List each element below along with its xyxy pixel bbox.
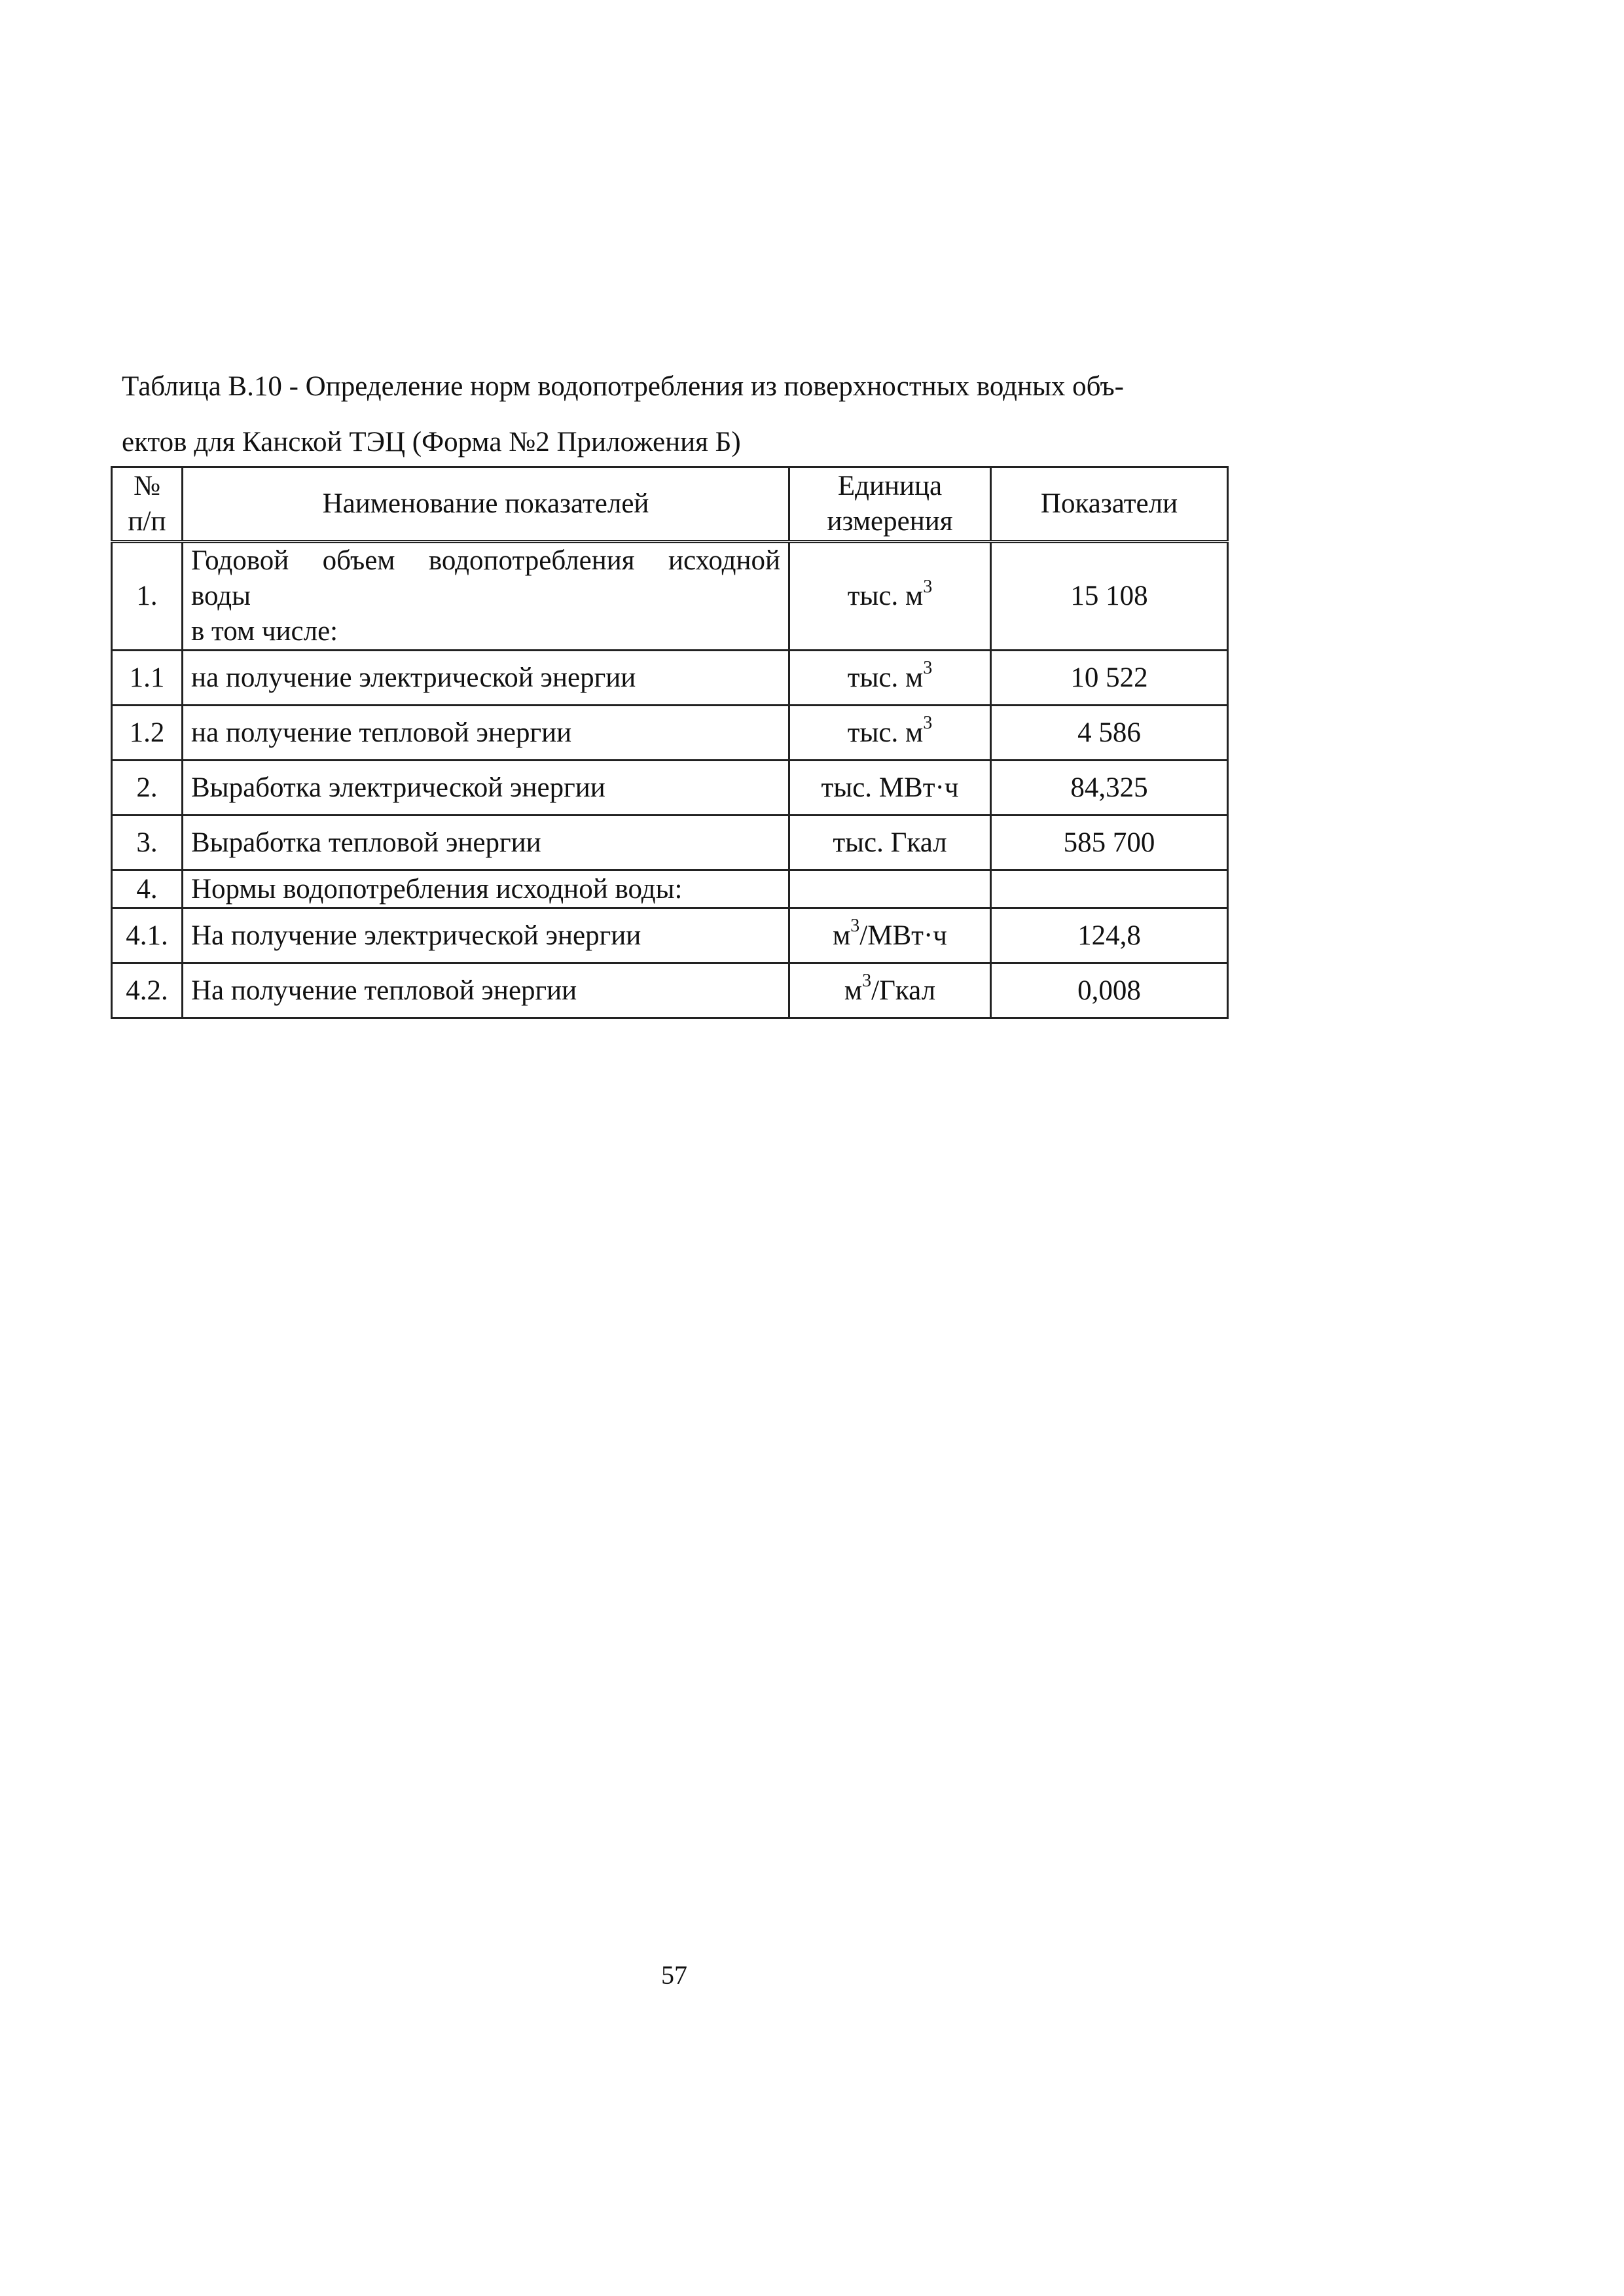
row-name: На получение тепловой энергии — [183, 963, 789, 1018]
header-value: Показатели — [991, 467, 1228, 542]
row-name: на получение тепловой энергии — [183, 706, 789, 761]
table-row — [112, 963, 1228, 1018]
table-header-row — [112, 467, 1228, 542]
row-number: 1.1 — [112, 651, 183, 706]
row-number: 4.2. — [112, 963, 183, 1018]
row-value: 4 586 — [991, 706, 1228, 761]
row-number: 1. — [112, 542, 183, 651]
unit-superscript: 3 — [923, 658, 933, 679]
unit-base: тыс. м — [847, 581, 924, 611]
row-name-line-1: Годовой объем водопотребления исходной — [191, 545, 780, 576]
row-unit: тыс. МВт·ч — [789, 761, 991, 816]
row-value: 15 108 — [991, 542, 1228, 651]
row-unit: тыс. Гкал — [789, 816, 991, 870]
row-name: Выработка электрической энергии — [183, 761, 789, 816]
header-name: Наименование показателей — [183, 467, 789, 542]
row-number: 3. — [112, 816, 183, 870]
header-number — [112, 467, 183, 542]
row-number: 2. — [112, 761, 183, 816]
row-value — [991, 870, 1228, 908]
row-value: 84,325 — [991, 761, 1228, 816]
table-caption — [122, 359, 1228, 470]
header-number-line-1: № — [133, 471, 161, 501]
row-unit — [789, 706, 991, 761]
row-name: Выработка тепловой энергии — [183, 816, 789, 870]
unit-base: тыс. м — [847, 717, 924, 748]
unit-superscript: 3 — [923, 713, 933, 734]
row-value: 124,8 — [991, 908, 1228, 963]
water-consumption-table — [111, 466, 1229, 1019]
table-row — [112, 761, 1228, 816]
header-unit — [789, 467, 991, 542]
unit-superscript: 3 — [850, 916, 860, 937]
unit-superscript: 3 — [923, 576, 933, 597]
row-name: на получение электрической энергии — [183, 651, 789, 706]
unit-base: тыс. м — [847, 662, 924, 693]
row-number: 4. — [112, 870, 183, 908]
table-row — [112, 870, 1228, 908]
table-row — [112, 542, 1228, 651]
unit-tail: /МВт·ч — [859, 920, 947, 951]
row-unit — [789, 651, 991, 706]
table-row — [112, 816, 1228, 870]
header-unit-line-2: измерения — [827, 506, 953, 537]
unit-superscript: 3 — [862, 971, 872, 992]
row-unit — [789, 870, 991, 908]
row-unit — [789, 542, 991, 651]
row-unit — [789, 908, 991, 963]
header-unit-line-1: Единица — [837, 471, 943, 501]
row-value: 585 700 — [991, 816, 1228, 870]
table-caption-line-2: ектов для Канской ТЭЦ (Форма №2 Приложения Б) — [122, 427, 741, 457]
table-caption-line-1: Таблица В.10 - Определение норм водопотребления из поверхностных водных объ- — [122, 371, 1124, 402]
unit-base: м — [844, 975, 863, 1006]
row-value: 10 522 — [991, 651, 1228, 706]
row-name: На получение электрической энергии — [183, 908, 789, 963]
table-row — [112, 651, 1228, 706]
row-number: 4.1. — [112, 908, 183, 963]
row-name: Нормы водопотребления исходной воды: — [183, 870, 789, 908]
page-number: 57 — [661, 1960, 687, 1990]
unit-base: м — [833, 920, 851, 951]
unit-tail: /Гкал — [871, 975, 936, 1006]
table-row — [112, 908, 1228, 963]
row-unit — [789, 963, 991, 1018]
table-row — [112, 706, 1228, 761]
row-name-line-2: воды — [191, 581, 251, 611]
row-number: 1.2 — [112, 706, 183, 761]
row-value: 0,008 — [991, 963, 1228, 1018]
row-name — [183, 542, 789, 651]
header-number-line-2: п/п — [128, 506, 166, 537]
row-name-line-3: в том числе: — [191, 616, 338, 647]
